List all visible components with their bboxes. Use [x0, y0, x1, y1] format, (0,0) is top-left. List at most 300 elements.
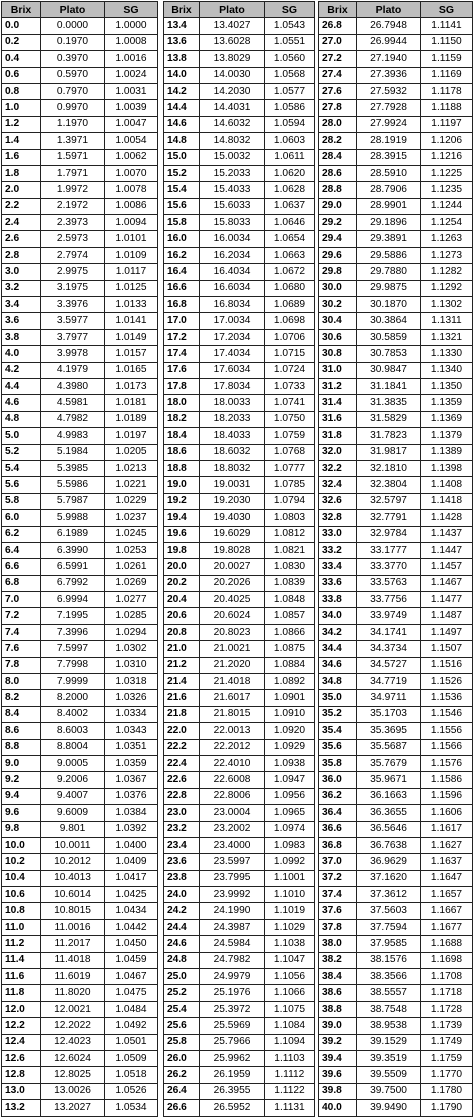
- table-row: [164, 346, 315, 362]
- sg-cell: 1.0956: [265, 788, 315, 804]
- brix-cell: 15.8: [164, 215, 200, 231]
- brix-cell: 3.2: [2, 280, 41, 296]
- sg-cell: 1.0310: [105, 657, 158, 673]
- brix-cell: 2.2: [2, 198, 41, 214]
- table-row: [2, 83, 158, 99]
- brix-cell: 1.8: [2, 165, 41, 181]
- table-row: [164, 477, 315, 493]
- plato-cell: 17.0034: [200, 313, 265, 329]
- table-row: [164, 231, 315, 247]
- plato-cell: 6.3990: [41, 542, 105, 558]
- brix-cell: 12.0: [2, 1001, 41, 1017]
- table-row: [2, 18, 158, 34]
- sg-cell: 1.0285: [105, 608, 158, 624]
- brix-cell: 9.8: [2, 821, 41, 837]
- brix-cell: 15.6: [164, 198, 200, 214]
- plato-cell: 11.0016: [41, 919, 105, 935]
- table-row: [164, 641, 315, 657]
- plato-cell: 29.5886: [357, 247, 421, 263]
- plato-cell: 3.7977: [41, 329, 105, 345]
- table-row: [2, 444, 158, 460]
- plato-cell: 8.2000: [41, 690, 105, 706]
- plato-cell: 17.2034: [200, 329, 265, 345]
- sg-cell: 1.0492: [105, 1018, 158, 1034]
- plato-cell: 25.3972: [200, 1001, 265, 1017]
- plato-cell: 19.6029: [200, 526, 265, 542]
- plato-cell: 26.1959: [200, 1067, 265, 1083]
- table-row: [2, 346, 158, 362]
- plato-cell: 39.9490: [357, 1100, 421, 1116]
- header-plato: Plato: [200, 2, 265, 18]
- sg-cell: 1.0551: [265, 34, 315, 50]
- sg-cell: 1.1516: [421, 657, 473, 673]
- table-row: [2, 969, 158, 985]
- plato-cell: 8.8004: [41, 739, 105, 755]
- table-row: [319, 624, 473, 640]
- plato-cell: 20.8023: [200, 624, 265, 640]
- sg-cell: 1.1094: [265, 1034, 315, 1050]
- plato-cell: 28.5910: [357, 165, 421, 181]
- sg-cell: 1.1359: [421, 395, 473, 411]
- plato-cell: 22.2012: [200, 739, 265, 755]
- plato-cell: 3.5977: [41, 313, 105, 329]
- brix-cell: 21.2: [164, 657, 200, 673]
- sg-cell: 1.0205: [105, 444, 158, 460]
- brix-cell: 12.8: [2, 1067, 41, 1083]
- plato-cell: 4.7982: [41, 411, 105, 427]
- plato-cell: 26.7948: [357, 18, 421, 34]
- brix-cell: 32.6: [319, 493, 357, 509]
- sg-cell: 1.0830: [265, 559, 315, 575]
- sg-cell: 1.1526: [421, 674, 473, 690]
- sg-cell: 1.0938: [265, 755, 315, 771]
- plato-cell: 35.5687: [357, 739, 421, 755]
- brix-cell: 4.4: [2, 378, 41, 394]
- sg-cell: 1.0812: [265, 526, 315, 542]
- brix-cell: 14.2: [164, 83, 200, 99]
- table-row: [319, 1067, 473, 1083]
- plato-cell: 3.1975: [41, 280, 105, 296]
- table-row: [319, 772, 473, 788]
- sg-cell: 1.1467: [421, 575, 473, 591]
- table-row: [164, 182, 315, 198]
- header-row: [2, 2, 158, 18]
- sg-cell: 1.0450: [105, 936, 158, 952]
- plato-cell: 15.2033: [200, 165, 265, 181]
- table-row: [2, 231, 158, 247]
- table-row: [164, 510, 315, 526]
- table-row: [319, 936, 473, 952]
- sg-cell: 1.1379: [421, 428, 473, 444]
- table-row: [319, 34, 473, 50]
- table-row: [164, 297, 315, 313]
- brix-cell: 26.8: [319, 18, 357, 34]
- plato-cell: 30.1870: [357, 297, 421, 313]
- plato-cell: 14.2030: [200, 83, 265, 99]
- table-row: [2, 1001, 158, 1017]
- plato-cell: 34.9711: [357, 690, 421, 706]
- brix-cell: 15.2: [164, 165, 200, 181]
- sg-cell: 1.0901: [265, 690, 315, 706]
- table-row: [164, 1018, 315, 1034]
- sg-cell: 1.0459: [105, 952, 158, 968]
- table-row: [164, 100, 315, 116]
- table-row: [319, 723, 473, 739]
- sg-cell: 1.1627: [421, 837, 473, 853]
- table-row: [319, 641, 473, 657]
- brix-cell: 36.8: [319, 837, 357, 853]
- brix-cell: 1.2: [2, 116, 41, 132]
- table-row: [319, 231, 473, 247]
- sg-cell: 1.0318: [105, 674, 158, 690]
- table-row: [2, 1100, 158, 1116]
- table-row: [2, 772, 158, 788]
- sg-cell: 1.0434: [105, 903, 158, 919]
- plato-cell: 25.9962: [200, 1051, 265, 1067]
- sg-cell: 1.0892: [265, 674, 315, 690]
- table-row: [164, 313, 315, 329]
- brix-cell: 12.4: [2, 1034, 41, 1050]
- plato-cell: 24.9979: [200, 969, 265, 985]
- plato-cell: 9.6009: [41, 805, 105, 821]
- table-row: [2, 1067, 158, 1083]
- plato-cell: 31.9817: [357, 444, 421, 460]
- sg-cell: 1.0637: [265, 198, 315, 214]
- table-row: [2, 182, 158, 198]
- sg-cell: 1.1263: [421, 231, 473, 247]
- brix-cell: 5.8: [2, 493, 41, 509]
- plato-cell: 7.5997: [41, 641, 105, 657]
- plato-cell: 6.7992: [41, 575, 105, 591]
- brix-cell: 18.2: [164, 411, 200, 427]
- table-row: [2, 493, 158, 509]
- plato-cell: 28.7906: [357, 182, 421, 198]
- sg-cell: 1.1084: [265, 1018, 315, 1034]
- plato-cell: 27.9924: [357, 116, 421, 132]
- brix-cell: 33.2: [319, 542, 357, 558]
- sg-cell: 1.0741: [265, 395, 315, 411]
- brix-cell: 18.6: [164, 444, 200, 460]
- table-row: [164, 559, 315, 575]
- sg-cell: 1.0117: [105, 264, 158, 280]
- sg-cell: 1.0213: [105, 460, 158, 476]
- plato-cell: 20.0027: [200, 559, 265, 575]
- sg-cell: 1.0518: [105, 1067, 158, 1083]
- brix-cell: 11.4: [2, 952, 41, 968]
- table-row: [164, 870, 315, 886]
- brix-cell: 18.4: [164, 428, 200, 444]
- sg-cell: 1.1536: [421, 690, 473, 706]
- brix-cell: 3.6: [2, 313, 41, 329]
- plato-cell: 34.7719: [357, 674, 421, 690]
- table-row: [164, 788, 315, 804]
- table-row: [2, 247, 158, 263]
- brix-cell: 22.0: [164, 723, 200, 739]
- sg-cell: 1.0409: [105, 854, 158, 870]
- brix-cell: 14.4: [164, 100, 200, 116]
- plato-cell: 2.9975: [41, 264, 105, 280]
- table-row: [319, 182, 473, 198]
- sg-cell: 1.0929: [265, 739, 315, 755]
- table-row: [2, 1051, 158, 1067]
- brix-cell: 2.0: [2, 182, 41, 198]
- table-row: [2, 395, 158, 411]
- sg-cell: 1.0586: [265, 100, 315, 116]
- table-row: [319, 329, 473, 345]
- table-row: [319, 411, 473, 427]
- brix-cell: 25.0: [164, 969, 200, 985]
- brix-cell: 38.6: [319, 985, 357, 1001]
- plato-cell: 29.1896: [357, 215, 421, 231]
- brix-cell: 1.6: [2, 149, 41, 165]
- plato-cell: 20.2026: [200, 575, 265, 591]
- plato-cell: 30.9847: [357, 362, 421, 378]
- sg-cell: 1.1398: [421, 460, 473, 476]
- table-row: [164, 706, 315, 722]
- sg-cell: 1.1728: [421, 1001, 473, 1017]
- sg-cell: 1.0501: [105, 1034, 158, 1050]
- brix-cell: 35.4: [319, 723, 357, 739]
- brix-cell: 24.4: [164, 919, 200, 935]
- sg-cell: 1.1759: [421, 1051, 473, 1067]
- table-row: [2, 755, 158, 771]
- plato-cell: 5.5986: [41, 477, 105, 493]
- plato-cell: 0.9970: [41, 100, 105, 116]
- plato-cell: 7.9999: [41, 674, 105, 690]
- brix-cell: 27.0: [319, 34, 357, 50]
- plato-cell: 18.8032: [200, 460, 265, 476]
- brix-cell: 30.6: [319, 329, 357, 345]
- sg-cell: 1.1418: [421, 493, 473, 509]
- brix-cell: 39.2: [319, 1034, 357, 1050]
- brix-cell: 39.8: [319, 1083, 357, 1099]
- plato-cell: 18.4033: [200, 428, 265, 444]
- sg-cell: 1.1047: [265, 952, 315, 968]
- table-row: [319, 919, 473, 935]
- sg-cell: 1.0253: [105, 542, 158, 558]
- brix-cell: 33.4: [319, 559, 357, 575]
- table-row: [2, 608, 158, 624]
- table-row: [319, 788, 473, 804]
- brix-cell: 18.0: [164, 395, 200, 411]
- plato-cell: 24.7982: [200, 952, 265, 968]
- plato-cell: 0.0000: [41, 18, 105, 34]
- sg-cell: 1.1282: [421, 264, 473, 280]
- plato-cell: 30.5859: [357, 329, 421, 345]
- sg-cell: 1.0663: [265, 247, 315, 263]
- plato-cell: 32.5797: [357, 493, 421, 509]
- plato-cell: 23.9992: [200, 887, 265, 903]
- table-row: [2, 428, 158, 444]
- plato-cell: 15.6033: [200, 198, 265, 214]
- sg-cell: 1.1507: [421, 641, 473, 657]
- table-row: [319, 460, 473, 476]
- plato-cell: 25.5969: [200, 1018, 265, 1034]
- table-row: [319, 428, 473, 444]
- plato-cell: 33.1777: [357, 542, 421, 558]
- header-sg: SG: [105, 2, 158, 18]
- sg-cell: 1.1066: [265, 985, 315, 1001]
- plato-cell: 23.4000: [200, 837, 265, 853]
- brix-cell: 2.4: [2, 215, 41, 231]
- table-row: [319, 526, 473, 542]
- plato-cell: 25.1976: [200, 985, 265, 1001]
- table-row: [2, 985, 158, 1001]
- brix-cell: 5.6: [2, 477, 41, 493]
- header-brix: Brix: [2, 2, 41, 18]
- brix-cell: 4.6: [2, 395, 41, 411]
- table-row: [2, 706, 158, 722]
- brix-cell: 19.8: [164, 542, 200, 558]
- table-row: [2, 378, 158, 394]
- plato-cell: 10.8015: [41, 903, 105, 919]
- sg-cell: 1.1497: [421, 624, 473, 640]
- table-row: [319, 542, 473, 558]
- sg-cell: 1.0910: [265, 706, 315, 722]
- brix-cell: 0.0: [2, 18, 41, 34]
- brix-cell: 8.4: [2, 706, 41, 722]
- header-brix: Brix: [319, 2, 357, 18]
- sg-cell: 1.1708: [421, 969, 473, 985]
- brix-cell: 23.0: [164, 805, 200, 821]
- plato-cell: 5.9988: [41, 510, 105, 526]
- table-row: [2, 674, 158, 690]
- sg-cell: 1.0442: [105, 919, 158, 935]
- table-row: [164, 280, 315, 296]
- plato-cell: 28.9901: [357, 198, 421, 214]
- table-row: [164, 805, 315, 821]
- sg-cell: 1.1019: [265, 903, 315, 919]
- table-row: [319, 952, 473, 968]
- sg-cell: 1.0277: [105, 592, 158, 608]
- brix-cell: 24.6: [164, 936, 200, 952]
- brix-cell: 32.2: [319, 460, 357, 476]
- sg-cell: 1.1780: [421, 1083, 473, 1099]
- plato-cell: 31.7823: [357, 428, 421, 444]
- sg-cell: 1.0821: [265, 542, 315, 558]
- brix-cell: 4.2: [2, 362, 41, 378]
- plato-cell: 23.5997: [200, 854, 265, 870]
- sg-cell: 1.0534: [105, 1100, 158, 1116]
- table-row: [319, 1001, 473, 1017]
- sg-cell: 1.1647: [421, 870, 473, 886]
- brix-cell: 5.4: [2, 460, 41, 476]
- sg-cell: 1.0857: [265, 608, 315, 624]
- plato-cell: 11.4018: [41, 952, 105, 968]
- brix-cell: 39.0: [319, 1018, 357, 1034]
- table-row: [2, 690, 158, 706]
- table-row: [164, 657, 315, 673]
- brix-cell: 20.0: [164, 559, 200, 575]
- table-row: [164, 772, 315, 788]
- table-row: [2, 297, 158, 313]
- plato-cell: 12.4023: [41, 1034, 105, 1050]
- sg-cell: 1.1477: [421, 592, 473, 608]
- brix-cell: 26.6: [164, 1100, 200, 1116]
- sg-cell: 1.0839: [265, 575, 315, 591]
- brix-cell: 34.2: [319, 624, 357, 640]
- sg-cell: 1.0237: [105, 510, 158, 526]
- table-row: [164, 755, 315, 771]
- brix-cell: 37.8: [319, 919, 357, 935]
- table-row: [319, 805, 473, 821]
- plato-cell: 21.0021: [200, 641, 265, 657]
- brix-cell: 25.4: [164, 1001, 200, 1017]
- table-row: [2, 460, 158, 476]
- table-row: [319, 116, 473, 132]
- table-row: [319, 1034, 473, 1050]
- table-row: [319, 559, 473, 575]
- brix-cell: 24.8: [164, 952, 200, 968]
- brix-cell: 12.6: [2, 1051, 41, 1067]
- plato-cell: 16.2034: [200, 247, 265, 263]
- sg-cell: 1.0269: [105, 575, 158, 591]
- table-body: [164, 18, 315, 1116]
- plato-cell: 19.8028: [200, 542, 265, 558]
- sg-cell: 1.1029: [265, 919, 315, 935]
- plato-cell: 26.9944: [357, 34, 421, 50]
- brix-cell: 33.8: [319, 592, 357, 608]
- sg-cell: 1.0920: [265, 723, 315, 739]
- plato-cell: 31.5829: [357, 411, 421, 427]
- brix-cell: 11.8: [2, 985, 41, 1001]
- plato-cell: 35.7679: [357, 755, 421, 771]
- brix-cell: 10.0: [2, 837, 41, 853]
- header-plato: Plato: [357, 2, 421, 18]
- brix-cell: 19.6: [164, 526, 200, 542]
- brix-cell: 31.6: [319, 411, 357, 427]
- header-sg: SG: [421, 2, 473, 18]
- table-row: [2, 198, 158, 214]
- sg-cell: 1.1169: [421, 67, 473, 83]
- brix-cell: 35.0: [319, 690, 357, 706]
- plato-cell: 29.3891: [357, 231, 421, 247]
- table-row: [2, 133, 158, 149]
- table-row: [164, 1051, 315, 1067]
- plato-cell: 32.1810: [357, 460, 421, 476]
- sg-cell: 1.0884: [265, 657, 315, 673]
- brix-cell: 26.0: [164, 1051, 200, 1067]
- brix-cell: 13.6: [164, 34, 200, 50]
- plato-cell: 29.7880: [357, 264, 421, 280]
- brix-cell: 1.4: [2, 133, 41, 149]
- table-row: [164, 936, 315, 952]
- plato-cell: 28.3915: [357, 149, 421, 165]
- sg-cell: 1.1698: [421, 952, 473, 968]
- brix-cell: 2.8: [2, 247, 41, 263]
- table-row: [319, 739, 473, 755]
- plato-cell: 2.3973: [41, 215, 105, 231]
- sg-cell: 1.0062: [105, 149, 158, 165]
- sg-cell: 1.1718: [421, 985, 473, 1001]
- table-row: [2, 821, 158, 837]
- table-row: [319, 247, 473, 263]
- sg-cell: 1.1389: [421, 444, 473, 460]
- plato-cell: 15.0032: [200, 149, 265, 165]
- table-row: [164, 1034, 315, 1050]
- plato-cell: 17.4034: [200, 346, 265, 362]
- sg-cell: 1.0165: [105, 362, 158, 378]
- table-row: [2, 870, 158, 886]
- plato-cell: 16.6034: [200, 280, 265, 296]
- plato-cell: 23.0004: [200, 805, 265, 821]
- sg-cell: 1.1556: [421, 723, 473, 739]
- sg-cell: 1.0367: [105, 772, 158, 788]
- plato-cell: 3.3976: [41, 297, 105, 313]
- table-row: [319, 1051, 473, 1067]
- brix-cell: 6.4: [2, 542, 41, 558]
- plato-cell: 14.6032: [200, 116, 265, 132]
